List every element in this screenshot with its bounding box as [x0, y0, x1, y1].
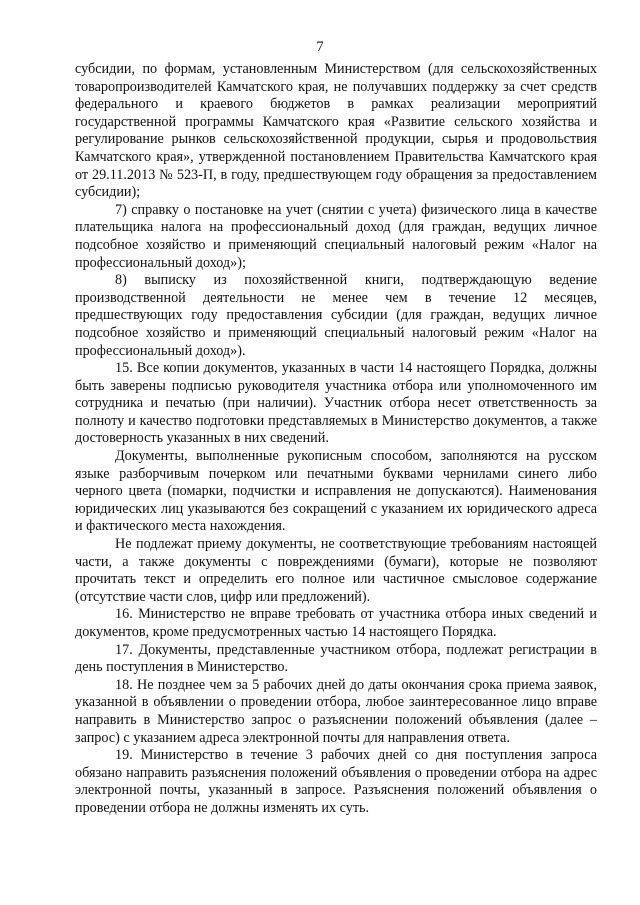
- paragraph-handwritten-documents: Документы, выполненные рукописным способом, заполняются на русском языке разборчивым почерком или печатными буквами чернилами синего либо черного цвета (помарки, подчистки и исправления не допускаются). Наименования юридических лиц указываются без сокращений с указанием их юридического адреса и фактического места нахождения.: [75, 448, 597, 535]
- page-number: 7: [316, 39, 324, 55]
- paragraph-section-19: 19. Министерство в течение 3 рабочих дней со дня поступления запроса обязано направить разъяснения положений объявления о проведении отбора на адрес электронной почты, указанный в запросе. Разъяснения положений объявления о проведении отбора не должны изменять их суть.: [75, 747, 597, 816]
- paragraph-not-accepted-documents: Не подлежат приему документы, не соответствующие требованиям настоящей части, а также документы с повреждениями (бумаги), которые не позволяют прочитать текст и определить его полное или частичное смысловое содержание (отсутствие части слов, цифр или предложений).: [75, 536, 597, 605]
- paragraph-item-7: 7) справку о постановке на учет (снятии с учета) физического лица в качестве плательщика налога на профессиональный доход (для граждан, ведущих личное подсобное хозяйство и применяющий специальный налоговый режим «Налог на профессиональный доход»);: [75, 201, 597, 271]
- document-body: [75, 61, 597, 818]
- paragraph-section-17: 17. Документы, представленные участником отбора, подлежат регистрации в день поступления в Министерство.: [75, 641, 597, 676]
- paragraph-section-16: 16. Министерство не вправе требовать от участника отбора иных сведений и документов, кроме предусмотренных частью 14 настоящего Порядка.: [75, 606, 597, 640]
- paragraph-section-15: 15. Все копии документов, указанных в части 14 настоящего Порядка, должны быть заверены подписью руководителя участника отбора или уполномоченного им сотрудника и печатью (при наличии). Участник отбора несет ответственность за полноту и качество подготовки представляемых в Министерство документов, а также достоверность указанных в них сведений.: [75, 360, 597, 447]
- paragraph-item-8: 8) выписку из похозяйственной книги, подтверждающую ведение производственной деятельности не менее чем в течение 12 месяцев, предшествующих году предоставления субсидии (для граждан, ведущих личное подсобное хозяйство и применяющий специальный налоговый режим «Налог на профессиональный доход»).: [75, 272, 597, 359]
- paragraph-subsidy-forms-continuation: субсидии, по формам, установленным Министерством (для сельскохозяйственных товаропроизводителей Камчатского края, не получавших поддержку за счет средств федерального и краевого бюджетов в рамках реализации мероприятий государственной программы Камчатского края «Развитие сельского хозяйства и регулирование рынков сельскохозяйственной продукции, сырья и продовольствия Камчатского края», утвержденной постановлением Правительства Камчатского края от 29.11.2013 № 523-П, в году, предшествующем году обращения за предоставлением субсидии);: [75, 61, 597, 201]
- paragraph-section-18: 18. Не позднее чем за 5 рабочих дней до даты окончания срока приема заявок, указанной в объявлении о проведении отбора, любое заинтересованное лицо вправе направить в Министерство запрос о разъяснении положений объявления (далее – запрос) с указанием адреса электронной почты для направления ответа.: [75, 676, 597, 746]
